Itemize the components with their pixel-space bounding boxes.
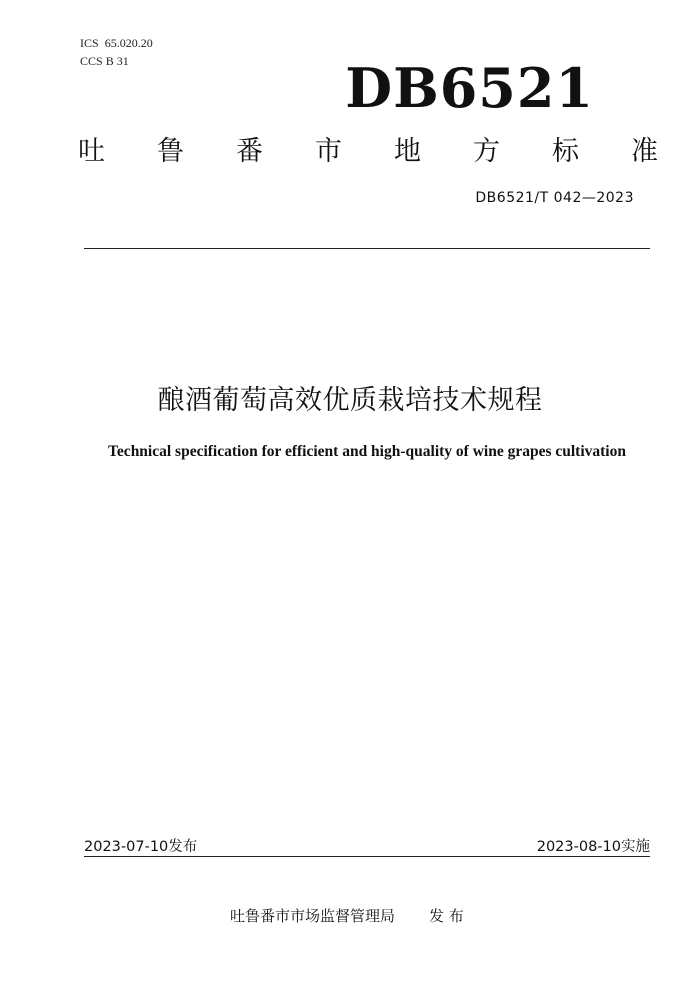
ics-value: 65.020.20	[104, 36, 153, 50]
implement-date: 2023-08-10	[536, 839, 621, 855]
implement-label: 实施	[621, 839, 650, 855]
header-divider	[84, 248, 650, 249]
implement-date-line	[537, 835, 650, 856]
ccs-line	[80, 52, 153, 70]
standard-type-char: 方	[473, 136, 500, 167]
standard-type-char: 市	[315, 136, 342, 167]
document-title-english: Technical specification for efficient and high-quality of wine grapes cultivation	[108, 443, 626, 460]
ics-label: ICS	[80, 36, 99, 50]
issue-label: 发 布	[429, 907, 464, 925]
issuing-authority	[230, 905, 464, 926]
classification-codes	[80, 34, 153, 70]
standard-type-char: 准	[631, 136, 658, 167]
ics-line	[80, 34, 153, 52]
issuer-name: 吐鲁番市市场监督管理局	[230, 907, 396, 925]
document-title-chinese: 酿酒葡萄高效优质栽培技术规程	[157, 385, 543, 416]
standard-type-char: 番	[236, 136, 263, 167]
standard-type-char: 鲁	[157, 136, 184, 167]
standard-type-char: 地	[394, 136, 421, 167]
standard-type	[78, 130, 658, 174]
publish-date-line	[84, 835, 197, 856]
footer-divider	[84, 856, 650, 857]
publish-label: 发布	[168, 839, 198, 855]
db-logo: DB6521	[345, 56, 594, 120]
publish-date: 2023-07-10	[84, 839, 169, 855]
ccs-label: CCS	[80, 54, 103, 68]
standard-number: DB6521/T 042—2023	[475, 190, 634, 206]
standard-type-char: 标	[552, 136, 579, 167]
ccs-value: B 31	[105, 54, 129, 68]
standard-type-char: 吐	[78, 136, 105, 167]
